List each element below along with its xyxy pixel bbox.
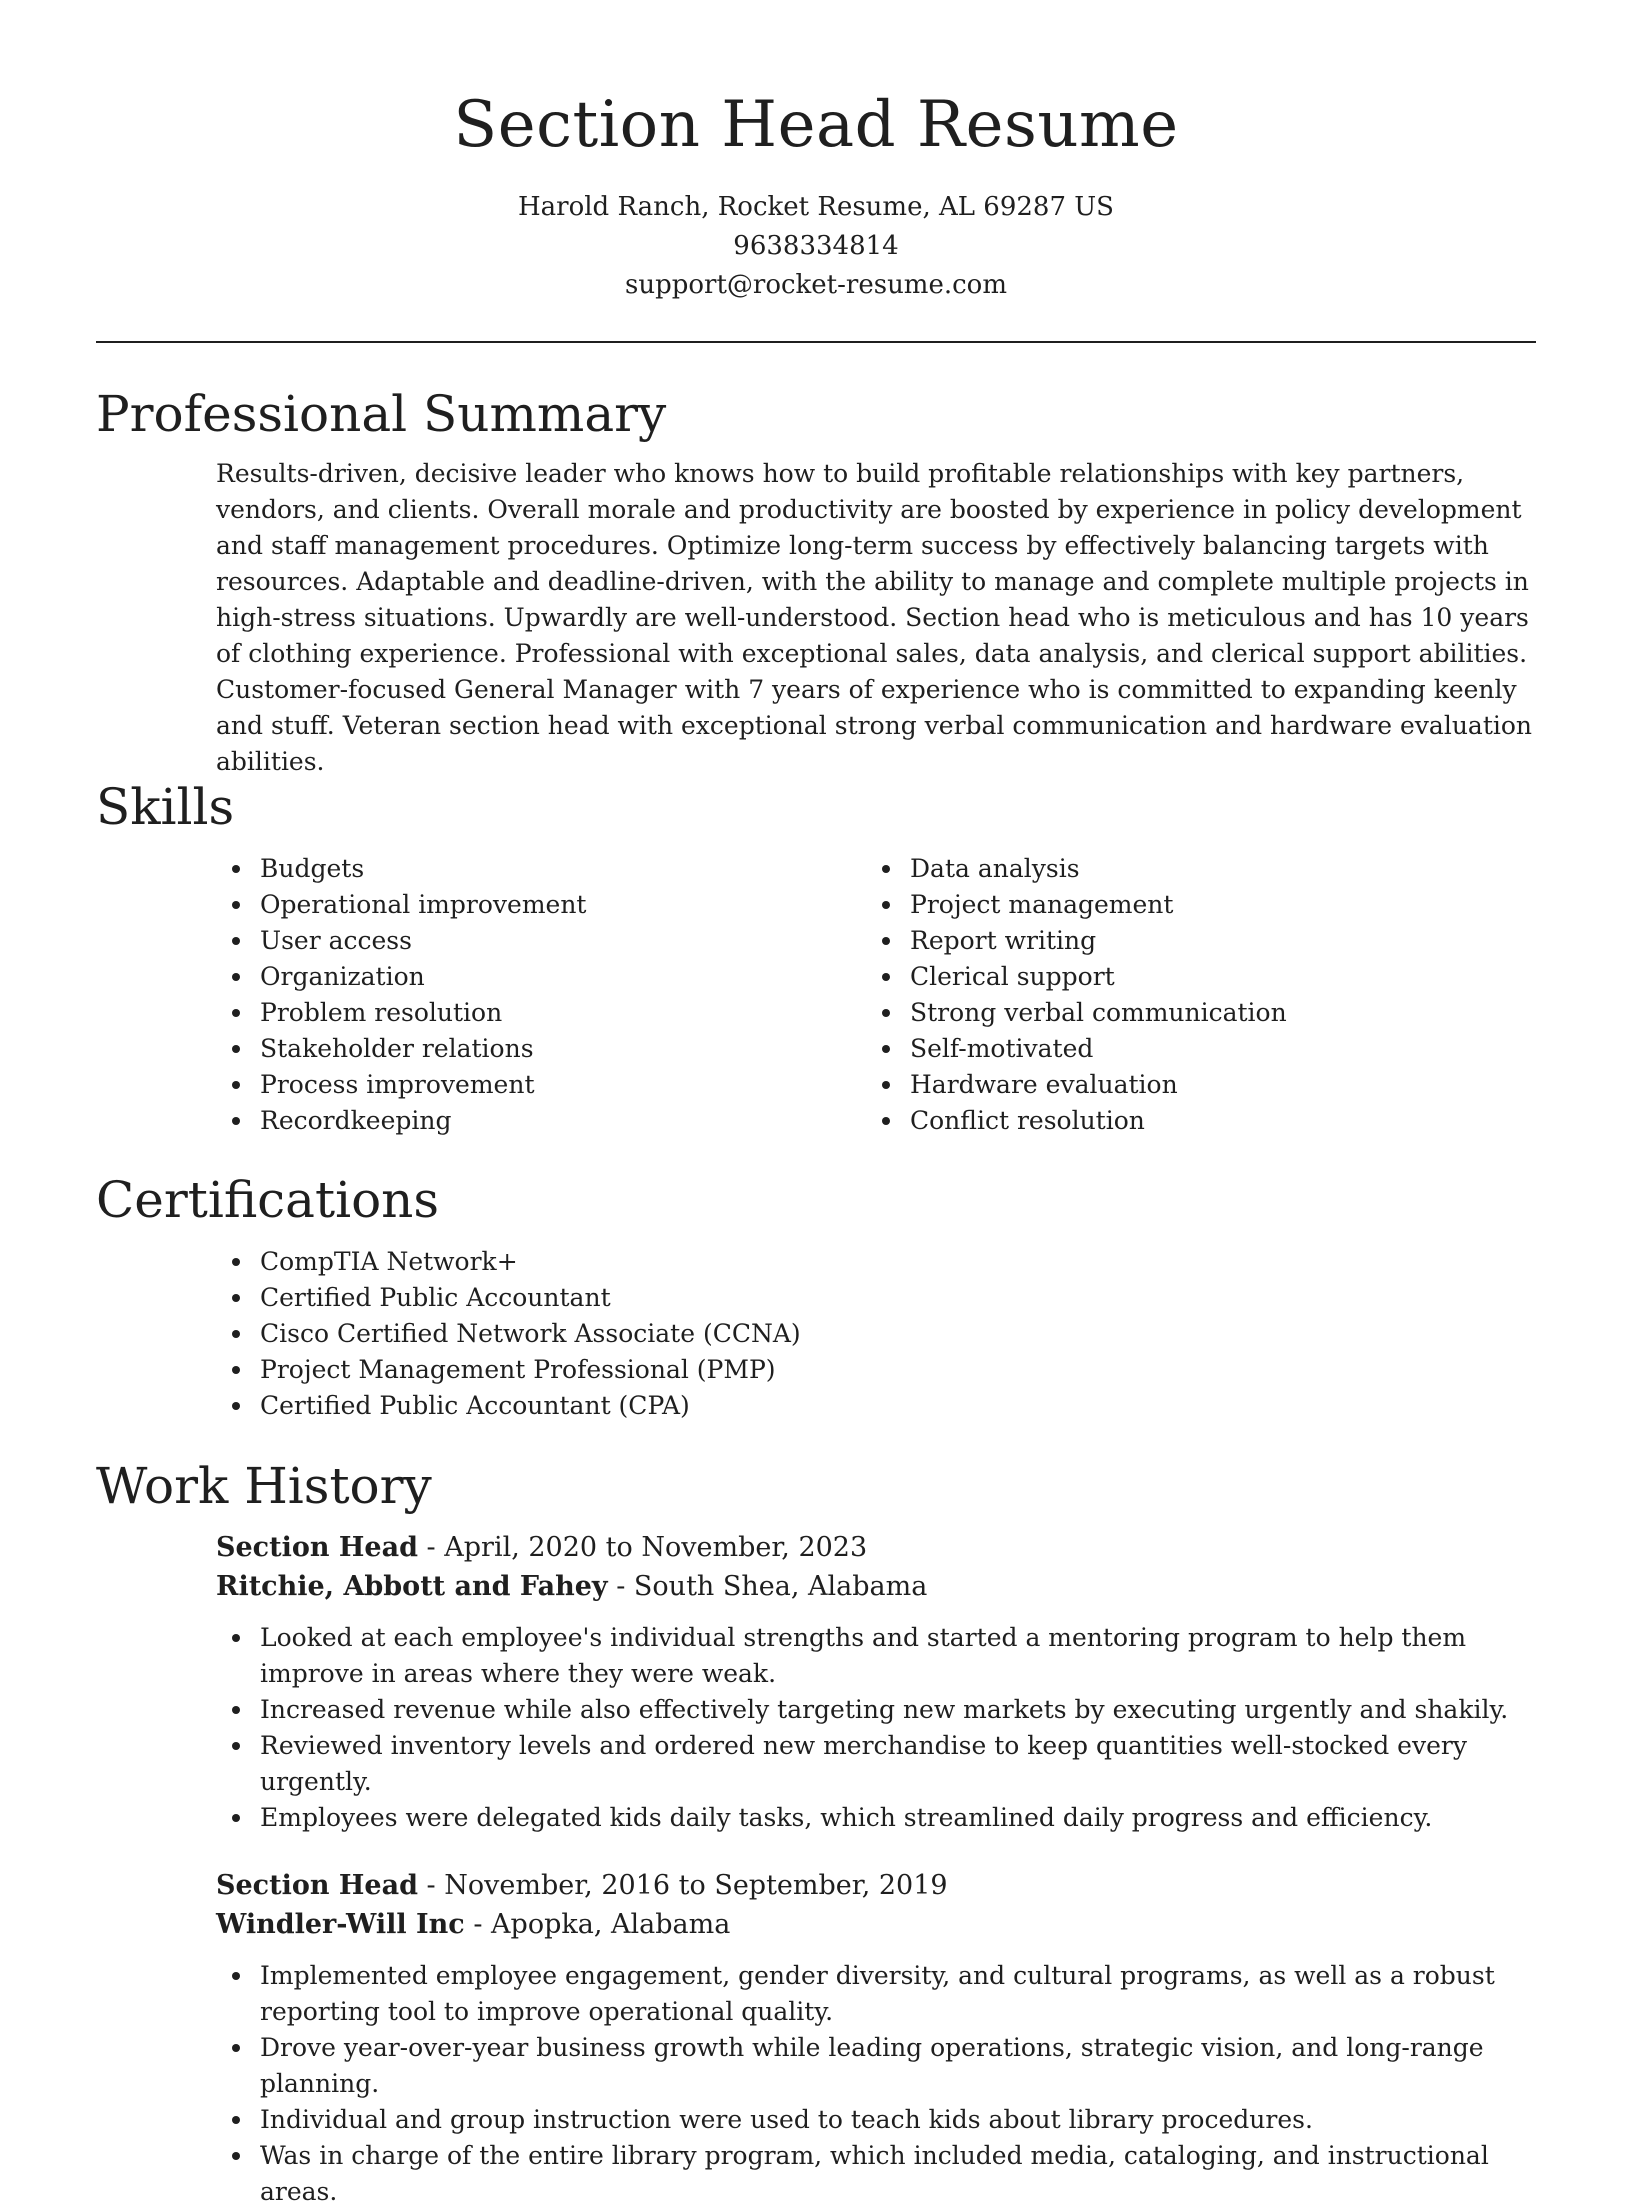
skills-section — [96, 773, 1536, 1139]
job-title-line — [216, 1528, 1536, 1567]
job-duty: Looked at each employee's individual strengths and started a mentoring program to help them improve in areas where they were weak. — [260, 1620, 1536, 1692]
resume-page — [96, 0, 1536, 2206]
job-dates: - November, 2016 to September, 2019 — [426, 1870, 948, 1901]
job-title-line — [216, 1866, 1536, 1905]
skill-item: Report writing — [910, 923, 1516, 959]
summary-text: Results-driven, decisive leader who knows how to build profitable relationships with key partners, vendors, and clients. Overall morale and productivity are boosted by experience in policy development and staff management procedures. Optimize long-term success by effectively balancing targets with resources. Adaptable and deadline-driven, with the ability to manage and complete multiple projects in high-stress situations. Upwardly are well-understood. Section head who is meticulous and has 10 years of clothing experience. Professional with exceptional sales, data analysis, and clerical support abilities. Customer-focused General Manager with 7 years of experience who is committed to expanding keenly and stuff. Veteran section head with exceptional strong verbal communication and hardware evaluation abilities. — [216, 459, 1533, 776]
job-duty: Implemented employee engagement, gender diversity, and cultural programs, as well as a robust reporting tool to improve operational quality. — [260, 1958, 1536, 2030]
resume-header — [96, 0, 1536, 343]
contact-block — [96, 188, 1536, 305]
address-line: Harold Ranch, Rocket Resume, AL 69287 US — [517, 192, 1114, 222]
skill-item: User access — [260, 923, 866, 959]
skills-column-left — [216, 851, 866, 1139]
work-history-heading: Work History — [96, 1457, 432, 1515]
certification-item: Certified Public Accountant (CPA) — [260, 1388, 801, 1424]
job-company: Windler-Will Inc — [216, 1909, 465, 1940]
skill-item: Clerical support — [910, 959, 1516, 995]
job-entry — [216, 1528, 1536, 1836]
skill-item: Budgets — [260, 851, 866, 887]
summary-section — [96, 380, 1536, 780]
skill-item: Conflict resolution — [910, 1103, 1516, 1139]
certification-item: Certified Public Accountant — [260, 1280, 801, 1316]
work-history-section — [96, 1452, 1536, 2210]
skill-item: Problem resolution — [260, 995, 866, 1031]
email-line: support@rocket-resume.com — [624, 270, 1007, 300]
job-entry — [216, 1866, 1536, 2210]
skill-item: Data analysis — [910, 851, 1516, 887]
skills-column-right — [866, 851, 1516, 1139]
skill-item: Hardware evaluation — [910, 1067, 1516, 1103]
job-duty: Individual and group instruction were used to teach kids about library procedures. — [260, 2102, 1536, 2138]
job-location: - Apopka, Alabama — [473, 1909, 731, 1940]
skill-item: Operational improvement — [260, 887, 866, 923]
skill-item: Strong verbal communication — [910, 995, 1516, 1031]
summary-heading: Professional Summary — [96, 385, 667, 443]
certification-item: CompTIA Network+ — [260, 1244, 801, 1280]
job-company-line — [216, 1567, 1536, 1606]
skill-item: Organization — [260, 959, 866, 995]
job-duty: Increased revenue while also effectively targeting new markets by executing urgently and shakily. — [260, 1692, 1536, 1728]
job-dates: - April, 2020 to November, 2023 — [426, 1532, 868, 1563]
certifications-list-wrap — [216, 1244, 1536, 1424]
job-duty: Employees were delegated kids daily tasks, which streamlined daily progress and efficiency. — [260, 1800, 1536, 1836]
certifications-list — [216, 1244, 801, 1424]
certifications-heading: Certifications — [96, 1171, 440, 1229]
job-location: - South Shea, Alabama — [616, 1571, 928, 1602]
skill-item: Project management — [910, 887, 1516, 923]
job-company-line — [216, 1905, 1536, 1944]
skill-item: Self-motivated — [910, 1031, 1516, 1067]
job-title: Section Head — [216, 1532, 418, 1563]
job-duty: Was in charge of the entire library program, which included media, cataloging, and instructional areas. — [260, 2138, 1536, 2210]
certification-item: Cisco Certified Network Associate (CCNA) — [260, 1316, 801, 1352]
skill-item: Stakeholder relations — [260, 1031, 866, 1067]
certifications-section — [96, 1166, 1536, 1424]
job-title: Section Head — [216, 1870, 418, 1901]
job-duties-list — [216, 1620, 1536, 1836]
phone-line: 9638334814 — [733, 231, 899, 261]
job-duties-list — [216, 1958, 1536, 2210]
job-duty: Drove year-over-year business growth while leading operations, strategic vision, and long-range planning. — [260, 2030, 1536, 2102]
skills-heading: Skills — [96, 778, 235, 836]
skills-columns — [216, 851, 1536, 1139]
resume-title: Section Head Resume — [453, 88, 1179, 162]
job-duty: Reviewed inventory levels and ordered new merchandise to keep quantities well-stocked every urgently. — [260, 1728, 1536, 1800]
header-divider — [96, 341, 1536, 343]
skill-item: Process improvement — [260, 1067, 866, 1103]
certification-item: Project Management Professional (PMP) — [260, 1352, 801, 1388]
skill-item: Recordkeeping — [260, 1103, 866, 1139]
job-company: Ritchie, Abbott and Fahey — [216, 1571, 608, 1602]
